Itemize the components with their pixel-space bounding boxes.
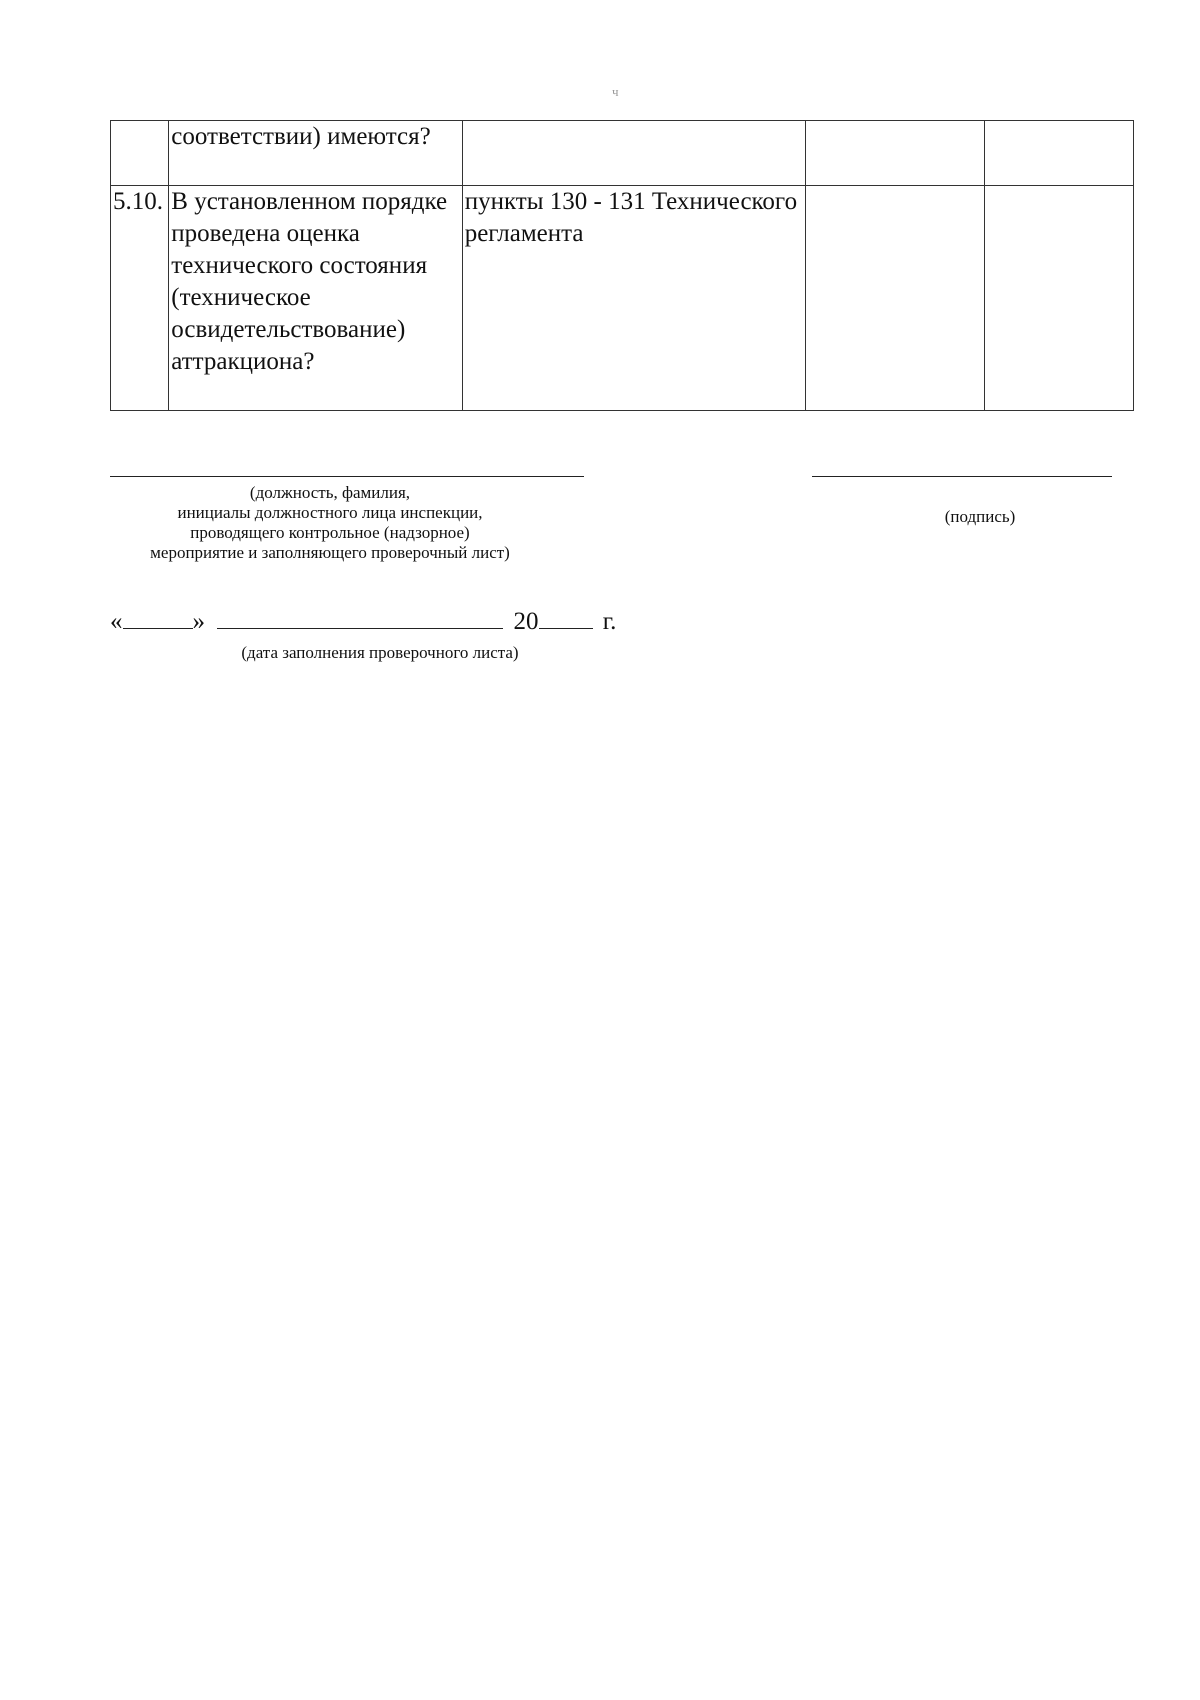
date-row xyxy=(110,606,616,637)
answer-cell-b[interactable] xyxy=(985,121,1134,186)
answer-cell-b[interactable] xyxy=(985,186,1134,411)
signature-line xyxy=(812,476,1112,477)
official-caption-line: проводящего контрольное (надзорное) xyxy=(190,523,470,542)
table-row xyxy=(111,186,1134,411)
reference-cell xyxy=(462,121,806,186)
official-signature-line xyxy=(110,476,584,477)
year-blank[interactable] xyxy=(539,606,593,629)
official-caption xyxy=(100,483,560,563)
checklist-table xyxy=(110,120,1134,411)
day-blank[interactable] xyxy=(123,606,193,629)
official-caption-line: инициалы должностного лица инспекции, xyxy=(177,503,483,522)
answer-cell-a[interactable] xyxy=(806,121,985,186)
row-number-cell xyxy=(111,121,169,186)
row-number-cell: 5.10. xyxy=(111,186,169,411)
date-century: 20 xyxy=(513,608,539,635)
official-caption-line: мероприятие и заполняющего проверочный лист) xyxy=(150,543,510,562)
official-caption-line: (должность, фамилия, xyxy=(249,483,411,502)
date-close-quote: » xyxy=(192,608,205,635)
question-cell: В установленном порядке проведена оценка технического состояния (техническое освидетельствование) аттракциона? xyxy=(169,186,462,411)
reference-cell: пункты 130 - 131 Технического регламента xyxy=(462,186,806,411)
month-blank[interactable] xyxy=(217,606,503,629)
question-cell: соответствии) имеются? xyxy=(169,121,462,186)
date-year-suffix: г. xyxy=(602,608,617,635)
date-caption: (дата заполнения проверочного листа) xyxy=(241,643,519,662)
date-open-quote: « xyxy=(110,608,123,635)
answer-cell-a[interactable] xyxy=(806,186,985,411)
signature-caption: (подпись) xyxy=(944,507,1016,526)
table-row xyxy=(111,121,1134,186)
page-mark: ч xyxy=(612,84,619,99)
